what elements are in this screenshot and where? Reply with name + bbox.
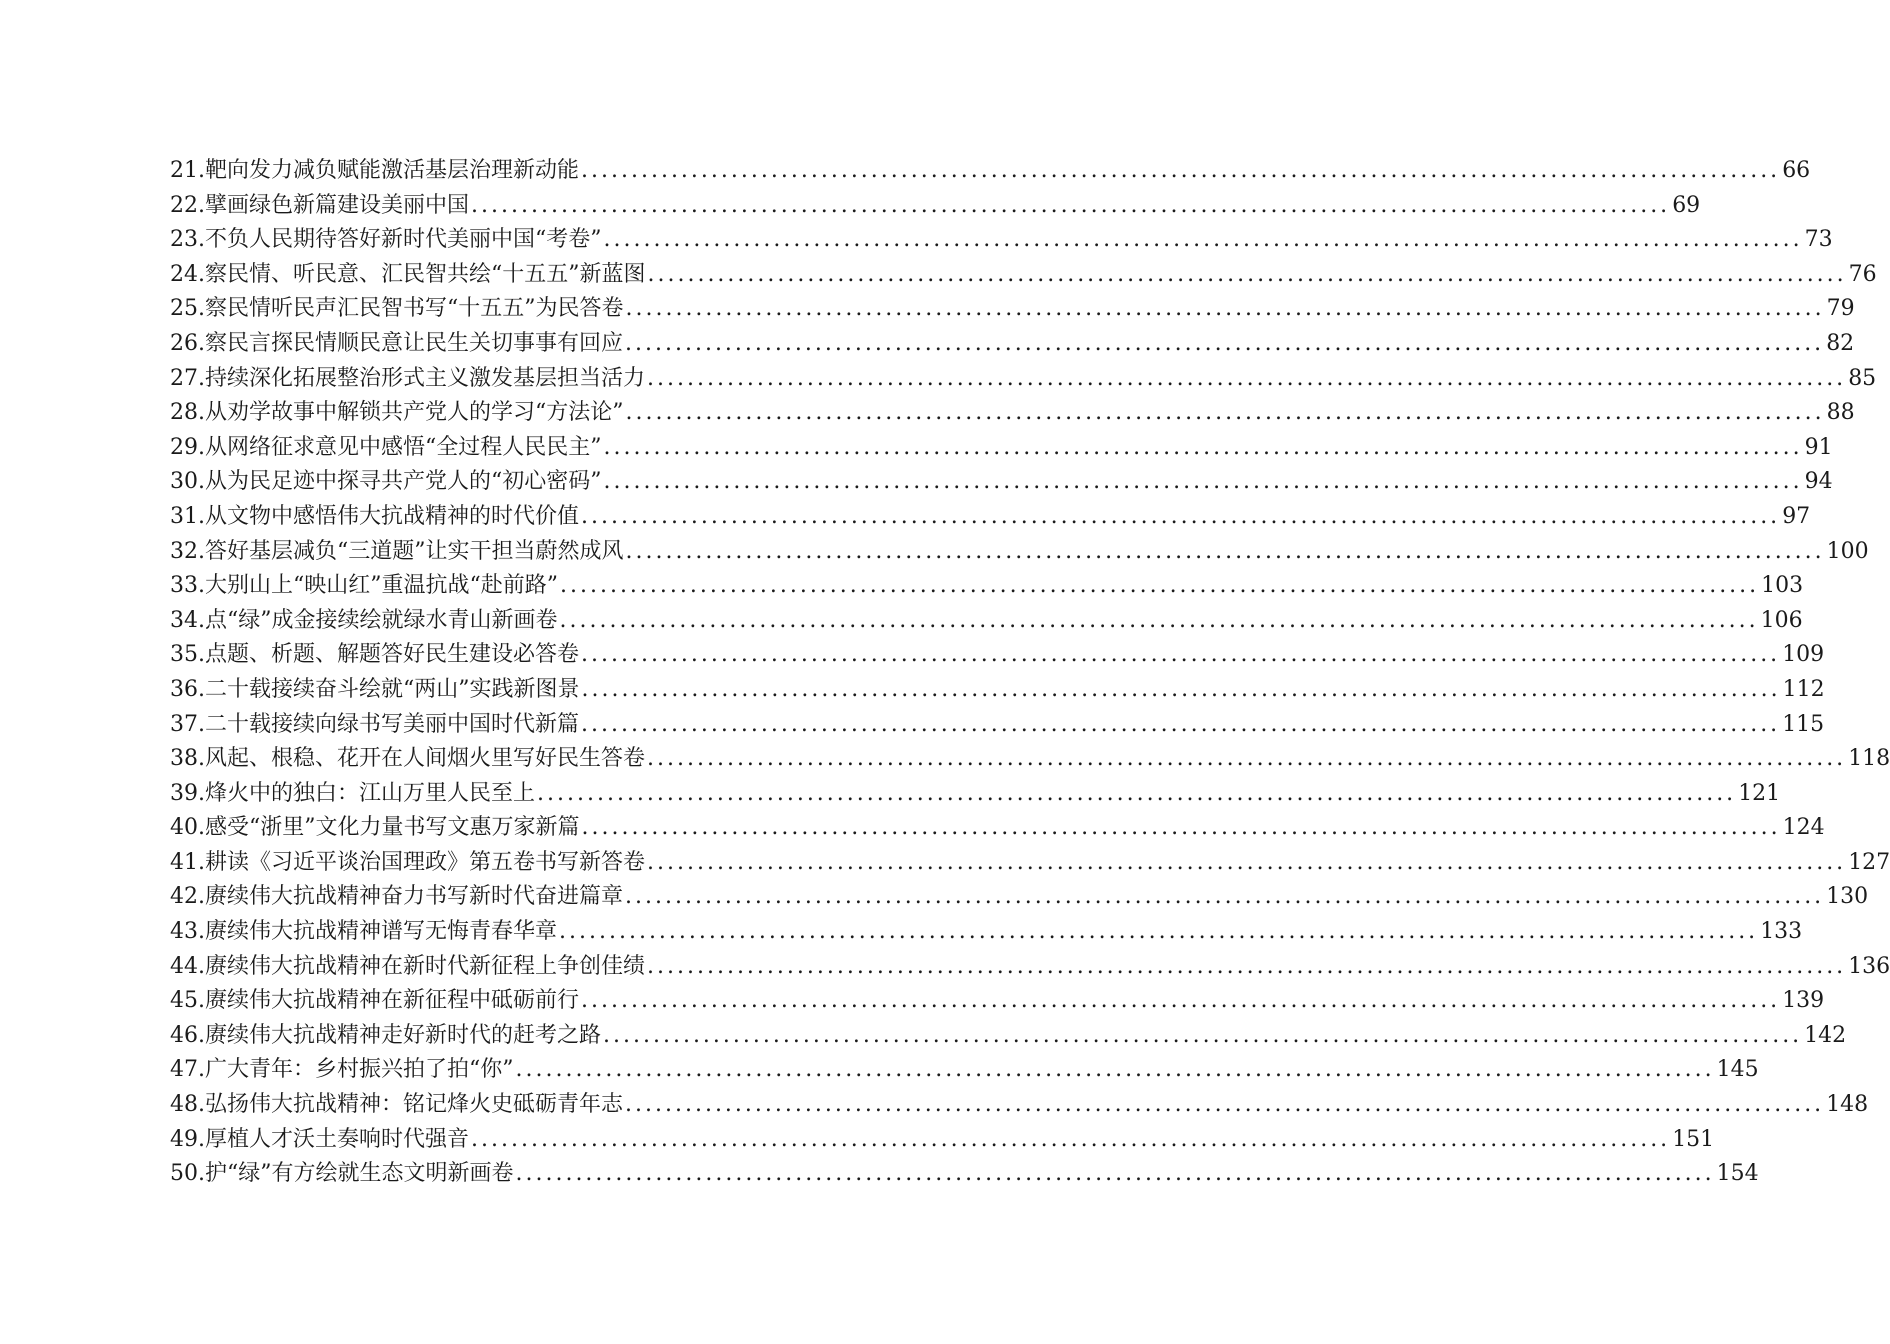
toc-entry[interactable]: [170, 811, 1825, 846]
toc-entry[interactable]: [170, 258, 1877, 293]
toc-entry-title: 40.感受“浙里”文化力量书写文惠万家新篇: [170, 815, 580, 841]
toc-entry[interactable]: [170, 1053, 1759, 1088]
toc-entry-title: 43.赓续伟大抗战精神谱写无悔青春华章: [170, 919, 557, 945]
toc-entry[interactable]: [170, 777, 1781, 812]
toc-entry-title: 22.擘画绿色新篇建设美丽中国: [170, 192, 469, 218]
dot-leader: [645, 950, 1846, 985]
dot-leader: [579, 154, 1780, 189]
toc-entry-page-number: 118: [1848, 746, 1890, 772]
toc-entry-title: 36.二十载接续奋斗绘就“两山”实践新图景: [170, 676, 580, 702]
toc-entry-page-number: 106: [1760, 607, 1803, 633]
dot-leader: [623, 535, 1824, 570]
toc-entry-page-number: 97: [1782, 503, 1811, 529]
dot-leader: [513, 1053, 1714, 1088]
toc-entry-title: 46.赓续伟大抗战精神走好新时代的赶考之路: [170, 1022, 601, 1048]
toc-entry-page-number: 154: [1716, 1161, 1759, 1187]
toc-entry-title: 28.从劝学故事中解锁共产党人的学习“方法论”: [170, 400, 624, 426]
dot-leader: [469, 1123, 1670, 1158]
dot-leader: [601, 223, 1802, 258]
dot-leader: [579, 638, 1780, 673]
toc-entry-page-number: 151: [1672, 1126, 1715, 1152]
toc-entry[interactable]: [170, 742, 1890, 777]
toc-entry[interactable]: [170, 223, 1833, 258]
toc-entry-page-number: 109: [1782, 642, 1825, 668]
toc-entry-page-number: 76: [1848, 261, 1877, 287]
toc-entry-page-number: 127: [1848, 849, 1890, 875]
dot-leader: [579, 708, 1780, 743]
toc-entry-page-number: 100: [1826, 538, 1869, 564]
toc-entry-page-number: 79: [1826, 296, 1855, 322]
toc-entry[interactable]: [170, 327, 1855, 362]
toc-entry-page-number: 82: [1826, 330, 1855, 356]
dot-leader: [579, 500, 1780, 535]
toc-entry[interactable]: [170, 708, 1825, 743]
toc-entry-title: 26.察民言探民情顺民意让民生关切事事有回应: [170, 330, 623, 356]
toc-entry-title: 35.点题、析题、解题答好民生建设必答卷: [170, 642, 579, 668]
toc-entry-title: 30.从为民足迹中探寻共产党人的“初心密码”: [170, 469, 602, 495]
toc-entry[interactable]: [170, 362, 1877, 397]
toc-entry[interactable]: [170, 535, 1869, 570]
toc-entry-page-number: 115: [1782, 711, 1825, 737]
toc-entry[interactable]: [170, 1019, 1847, 1054]
toc-entry[interactable]: [170, 1157, 1759, 1192]
table-of-contents: [170, 154, 1890, 1192]
toc-entry-title: 49.厚植人才沃土奏响时代强音: [170, 1126, 469, 1152]
toc-entry-title: 37.二十载接续向绿书写美丽中国时代新篇: [170, 711, 579, 737]
toc-entry-title: 48.弘扬伟大抗战精神：铭记烽火史砥砺青年志: [170, 1092, 623, 1118]
toc-entry[interactable]: [170, 500, 1811, 535]
toc-entry[interactable]: [170, 396, 1855, 431]
toc-entry[interactable]: [170, 915, 1803, 950]
toc-entry-page-number: 136: [1848, 953, 1890, 979]
toc-entry[interactable]: [170, 638, 1825, 673]
dot-leader: [535, 777, 1736, 812]
dot-leader: [601, 465, 1802, 500]
toc-entry-title: 50.护“绿”有方绘就生态文明新画卷: [170, 1161, 514, 1187]
toc-entry-page-number: 142: [1804, 1022, 1847, 1048]
dot-leader: [557, 604, 1758, 639]
toc-entry-title: 47.广大青年：乡村振兴拍了拍“你”: [170, 1057, 514, 1083]
toc-entry-page-number: 103: [1761, 573, 1804, 599]
dot-leader: [579, 673, 1780, 708]
toc-entry-page-number: 69: [1672, 192, 1701, 218]
toc-entry[interactable]: [170, 1088, 1869, 1123]
toc-entry-page-number: 133: [1760, 919, 1803, 945]
toc-entry[interactable]: [170, 984, 1825, 1019]
dot-leader: [601, 1019, 1802, 1054]
toc-entry[interactable]: [170, 950, 1890, 985]
dot-leader: [557, 915, 1758, 950]
toc-entry-title: 38.风起、根稳、花开在人间烟火里写好民生答卷: [170, 746, 645, 772]
dot-leader: [623, 292, 1824, 327]
toc-entry-page-number: 124: [1782, 815, 1825, 841]
toc-entry[interactable]: [170, 465, 1833, 500]
toc-entry-page-number: 91: [1804, 434, 1833, 460]
toc-entry-title: 44.赓续伟大抗战精神在新时代新征程上争创佳绩: [170, 953, 645, 979]
toc-entry-page-number: 130: [1826, 884, 1869, 910]
toc-entry-title: 34.点“绿”成金接续绘就绿水青山新画卷: [170, 607, 558, 633]
toc-entry-title: 32.答好基层减负“三道题”让实干担当蔚然成风: [170, 538, 624, 564]
toc-entry-page-number: 121: [1738, 780, 1781, 806]
toc-entry[interactable]: [170, 189, 1701, 224]
toc-entry-title: 31.从文物中感悟伟大抗战精神的时代价值: [170, 503, 579, 529]
dot-leader: [469, 189, 1670, 224]
toc-entry-title: 27.持续深化拓展整治形式主义激发基层担当活力: [170, 365, 645, 391]
toc-entry-page-number: 85: [1848, 365, 1877, 391]
toc-entry-title: 29.从网络征求意见中感悟“全过程人民民主”: [170, 434, 602, 460]
toc-entry[interactable]: [170, 880, 1869, 915]
dot-leader: [601, 431, 1802, 466]
dot-leader: [623, 396, 1824, 431]
toc-entry-title: 42.赓续伟大抗战精神奋力书写新时代奋进篇章: [170, 884, 623, 910]
toc-entry[interactable]: [170, 292, 1855, 327]
toc-entry[interactable]: [170, 846, 1890, 881]
toc-entry-title: 21.靶向发力减负赋能激活基层治理新动能: [170, 158, 579, 183]
dot-leader: [623, 1088, 1824, 1123]
toc-entry[interactable]: [170, 1123, 1715, 1158]
toc-entry[interactable]: [170, 604, 1803, 639]
toc-entry-page-number: 66: [1782, 158, 1811, 183]
toc-entry-title: 45.赓续伟大抗战精神在新征程中砥砺前行: [170, 988, 579, 1014]
toc-entry[interactable]: [170, 154, 1811, 189]
toc-entry-title: 41.耕读《习近平谈治国理政》第五卷书写新答卷: [170, 849, 645, 875]
toc-entry-page-number: 112: [1782, 676, 1825, 702]
toc-entry-title: 25.察民情听民声汇民智书写“十五五”为民答卷: [170, 296, 624, 322]
dot-leader: [623, 327, 1824, 362]
dot-leader: [558, 569, 1759, 604]
toc-entry-title: 23.不负人民期待答好新时代美丽中国“考卷”: [170, 227, 602, 253]
dot-leader: [579, 984, 1780, 1019]
dot-leader: [579, 811, 1780, 846]
toc-entry-title: 24.察民情、听民意、汇民智共绘“十五五”新蓝图: [170, 261, 646, 287]
dot-leader: [645, 742, 1846, 777]
toc-entry-title: 33.大别山上“映山红”重温抗战“赴前路”: [170, 573, 558, 599]
toc-entry[interactable]: [170, 431, 1833, 466]
toc-entry-page-number: 145: [1716, 1057, 1759, 1083]
dot-leader: [645, 846, 1846, 881]
toc-entry[interactable]: [170, 569, 1804, 604]
toc-entry[interactable]: [170, 673, 1825, 708]
dot-leader: [623, 880, 1824, 915]
toc-entry-title: 39.烽火中的独白：江山万里人民至上: [170, 780, 535, 806]
toc-entry-page-number: 88: [1826, 400, 1855, 426]
toc-entry-page-number: 94: [1804, 469, 1833, 495]
dot-leader: [645, 258, 1846, 293]
toc-entry-page-number: 139: [1782, 988, 1825, 1014]
dot-leader: [513, 1157, 1714, 1192]
toc-entry-page-number: 148: [1826, 1092, 1869, 1118]
toc-entry-page-number: 73: [1804, 227, 1833, 253]
dot-leader: [645, 362, 1846, 397]
